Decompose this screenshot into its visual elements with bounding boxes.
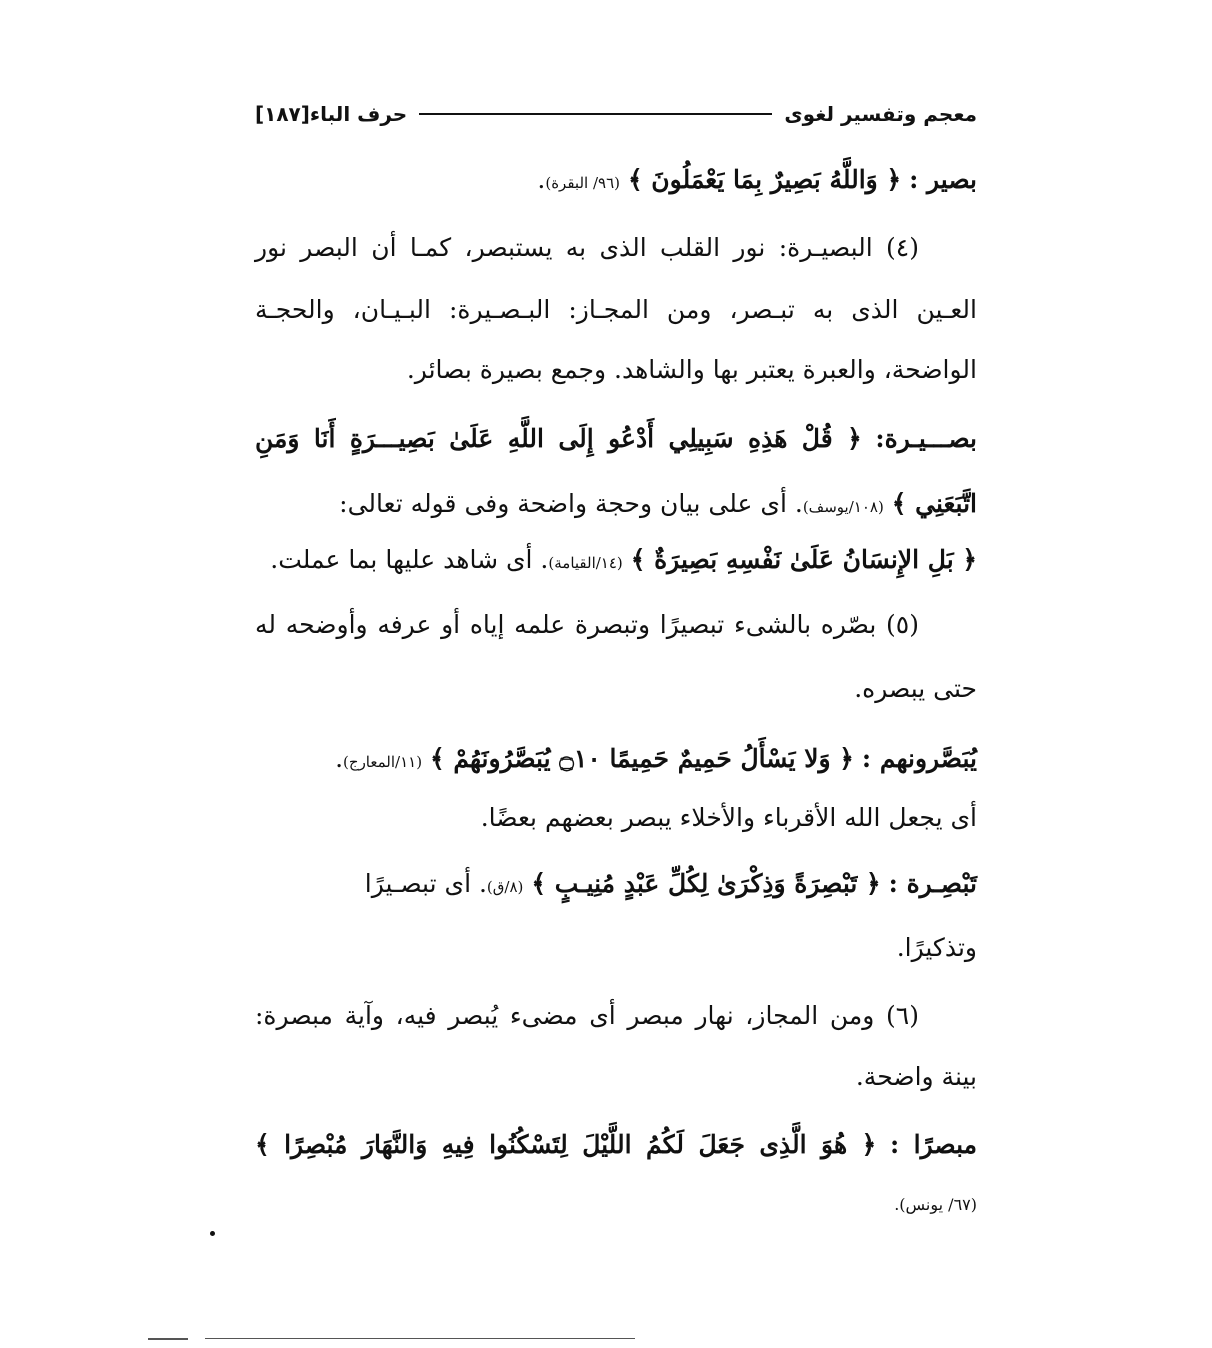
line-tail: . (537, 165, 546, 194)
header-book-title: معجم وتفسير لغوى (784, 102, 977, 126)
paragraph-line-11: أى يجعل الله الأقرباء والأخلاء يبصر بعضهم بعضًا. (480, 803, 977, 832)
entry-head: تَبْصِـرة : (888, 869, 977, 898)
header-section: حرف الباء (309, 102, 408, 126)
verse-reference: (١١/المعارج) (343, 753, 423, 771)
paragraph-line-3: العـين الذى به تبـصر، ومن المجـاز: البـصـيرة: البـيـان، والحجـة (255, 295, 977, 324)
entry-head: مبصرًا : (889, 1130, 977, 1159)
line-tail: . أى على بيان وحجة واضحة وفى قوله تعالى: (339, 489, 803, 518)
running-header (255, 96, 977, 132)
verse-reference: (١٤/القيامة) (548, 554, 623, 572)
scan-speck (210, 1231, 215, 1236)
paragraph-line-2: (٤) البصيـرة: نور القلب الذى به يستبصر، كمـا أن البصر نور (255, 233, 919, 262)
entry-head: بصـــيـرة: (875, 424, 977, 453)
paragraph-line-4: الواضحة، والعبرة يعتبر بها والشاهد. وجمع بصيرة بصائر. (406, 355, 977, 384)
entry-line-10 (255, 737, 977, 784)
header-rule (419, 113, 772, 115)
page-number: [١٨٧] (255, 102, 310, 126)
entry-line-12 (255, 862, 977, 909)
paragraph-line-14: (٦) ومن المجاز، نهار مبصر أى مضىء يُبصر فيه، وآية مبصرة: (255, 1001, 919, 1030)
quran-verse: ﴿ هُوَ الَّذِى جَعَلَ لَكُمُ اللَّيْلَ لِتَسْكُنُوا فِيهِ وَالنَّهَارَ مُبْصِرًا ﴾ (255, 1130, 877, 1159)
quran-verse: ﴿ تَبْصِرَةً وَذِكْرَىٰ لِكُلِّ عَبْدٍ مُنِيـبٍ ﴾ (531, 869, 881, 898)
paragraph-line-9: حتى يبصره. (854, 674, 977, 703)
entry-head: بصير : (909, 165, 977, 194)
quran-verse: اتَّبَعَنِي ﴾ (891, 489, 977, 518)
verse-reference: (٩٦/ البقرة) (545, 174, 620, 192)
quran-verse: ﴿ بَلِ الإِنسَانُ عَلَىٰ نَفْسِهِ بَصِيرَةٌ ﴾ (630, 545, 977, 574)
entry-line-16 (255, 1123, 977, 1167)
page-edge-rule (205, 1338, 635, 1339)
line-tail: . أى شاهد عليها بما عملت. (270, 545, 549, 574)
entry-line-5 (255, 417, 977, 461)
paragraph-line-15: بينة واضحة. (855, 1062, 977, 1091)
verse-reference: (٨/ق) (486, 878, 524, 896)
line-tail: . (335, 744, 344, 773)
entry-line-6 (255, 482, 977, 529)
page-edge-mark (148, 1338, 188, 1340)
quran-verse: ﴿ وَلا يَسْأَلُ حَمِيمٌ حَمِيمًا ۝١٠ يُبَصَّرُونَهُمْ ﴾ (430, 744, 854, 773)
entry-head: يُبَصَّرونهم : (861, 744, 977, 773)
line-tail: . أى تبصـيرًا (364, 869, 487, 898)
quran-verse: ﴿ قُلْ هَذِهِ سَبِيلِي أَدْعُو إِلَى اللَّهِ عَلَىٰ بَصِيـــرَةٍ أَنَا وَمَنِ (255, 424, 862, 453)
paragraph-line-8: (٥) بصّره بالشىء تبصيرًا وتبصرة علمه إياه أو عرفه وأوضحه له (255, 610, 919, 639)
quran-verse: ﴿ وَاللَّهُ بَصِيرٌ بِمَا يَعْمَلُونَ ﴾ (627, 165, 902, 194)
verse-reference: (١٠٨/يوسف) (802, 498, 884, 516)
verse-reference-line: (٦٧/ يونس). (894, 1195, 977, 1214)
paragraph-line-13: وتذكيرًا. (896, 933, 977, 962)
entry-line-1 (255, 158, 977, 205)
entry-line-7 (255, 538, 977, 585)
